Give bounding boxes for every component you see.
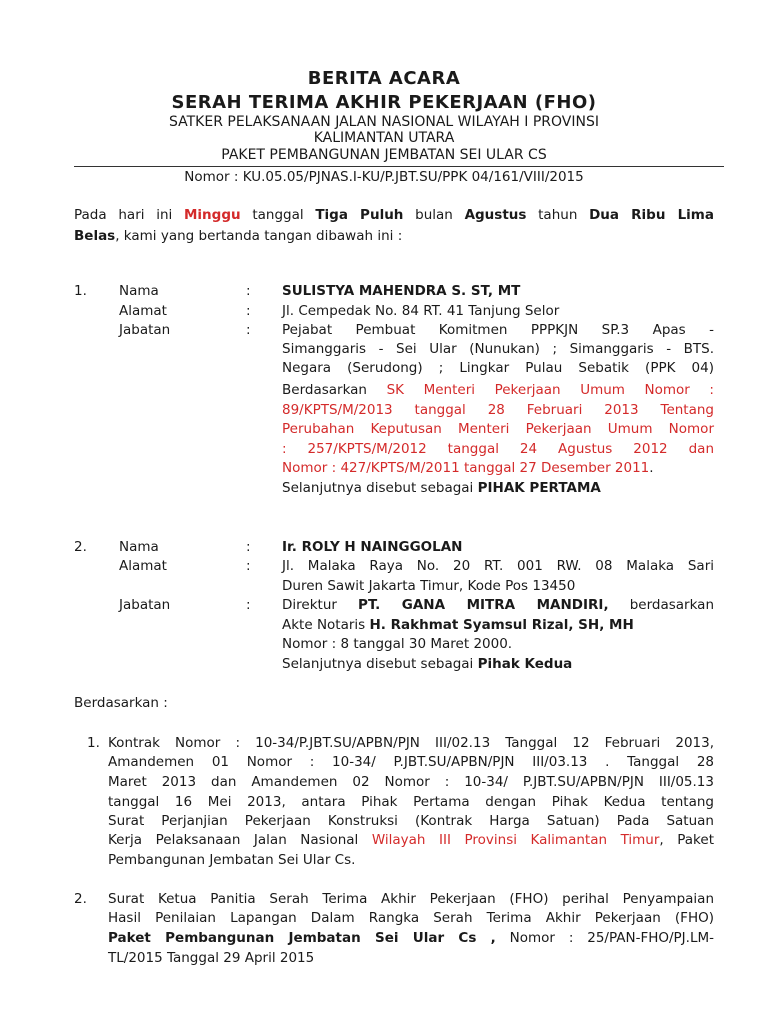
party1-jabatan-line	[282, 382, 714, 398]
basis-item-line: Hasil Penilaian Lapangan Dalam Rangka Serah Terima Akhir Pekerjaan (FHO)	[108, 910, 714, 926]
party1-jabatan-line: Negara (Serudong) ; Lingkar Pulau Sebatik (PPK 04)	[282, 360, 714, 376]
basis-item-line: Pembangunan Jembatan Sei Ular Cs.	[108, 852, 356, 868]
basis-package: Paket Pembangunan Jembatan Sei Ular Cs ,	[108, 930, 496, 946]
doc-subtitle: SERAH TERIMA AKHIR PEKERJAAN (FHO)	[171, 92, 597, 113]
party2-nama: Ir. ROLY H NAINGGOLAN	[282, 539, 463, 555]
party1-sk-line: Perubahan Keputusan Menteri Pekerjaan Umum Nomor	[282, 421, 714, 437]
party1-text: Berdasarkan	[282, 382, 387, 398]
basis-text: Kerja Pelaksanaan Jalan Nasional	[108, 832, 372, 848]
party1-sk-text: Nomor : 427/KPTS/M/2011 tanggal 27 Desember 2011	[282, 460, 650, 476]
intro-year-cont: Belas	[74, 228, 116, 244]
intro-text: tahun	[526, 207, 590, 223]
party2-jabatan-label: Jabatan	[119, 597, 171, 613]
basis-item-line	[108, 930, 714, 946]
intro-line-1	[74, 207, 714, 223]
intro-year: Dua Ribu Lima	[589, 207, 714, 223]
party2-jabatan-line	[282, 617, 634, 633]
party1-nama: SULISTYA MAHENDRA S. ST, MT	[282, 283, 521, 299]
basis-text: , Paket	[659, 832, 714, 848]
party1-jabatan-label: Jabatan	[119, 322, 171, 338]
colon: :	[246, 322, 251, 338]
party2-text: Direktur	[282, 597, 359, 613]
party1-designation	[282, 480, 601, 496]
party2-jabatan-line: Nomor : 8 tanggal 30 Maret 2000.	[282, 636, 513, 652]
party1-sk-line	[282, 460, 654, 476]
party1-sk-line: : 257/KPTS/M/2012 tanggal 24 Agustus 2012 dan	[282, 441, 714, 457]
party2-number: 2.	[74, 539, 87, 555]
party2-nama-label: Nama	[119, 539, 159, 555]
basis-item-line: Kontrak Nomor : 10-34/P.JBT.SU/APBN/PJN III/02.13 Tanggal 12 Februari 2013,	[108, 735, 714, 751]
intro-text: tanggal	[240, 207, 316, 223]
package-line: PAKET PEMBANGUNAN JEMBATAN SEI ULAR CS	[221, 147, 547, 163]
basis-region: Wilayah III Provinsi Kalimantan Timur	[371, 832, 660, 848]
intro-line-2	[74, 228, 402, 244]
party1-sk-ref: SK Menteri Pekerjaan Umum Nomor :	[386, 382, 714, 398]
party2-jabatan-line	[282, 597, 714, 613]
basis-item-line: Surat Perjanjian Pekerjaan Konstruksi (Kontrak Harga Satuan) Pada Satuan	[108, 813, 714, 829]
party1-nama-label: Nama	[119, 283, 159, 299]
header-divider	[74, 166, 724, 167]
party2-text: berdasarkan	[608, 597, 714, 613]
colon: :	[246, 539, 251, 555]
party2-alamat-line: Jl. Malaka Raya No. 20 RT. 001 RW. 08 Malaka Sari	[282, 558, 714, 574]
basis-item-line	[108, 832, 714, 848]
basis-item-line: Surat Ketua Panitia Serah Terima Akhir Pekerjaan (FHO) perihal Penyampaian	[108, 891, 714, 907]
party2-designation	[282, 656, 572, 672]
colon: :	[246, 303, 251, 319]
intro-day: Minggu	[183, 207, 241, 223]
party1-text: Selanjutnya disebut sebagai	[282, 480, 478, 496]
party1-alamat-label: Alamat	[119, 303, 167, 319]
berdasarkan-label: Berdasarkan :	[74, 695, 168, 711]
basis-item-number: 1.	[87, 735, 100, 751]
party1-alamat: Jl. Cempedak No. 84 RT. 41 Tanjung Selor	[282, 303, 560, 319]
party2-text: Selanjutnya disebut sebagai	[282, 656, 478, 672]
basis-item-number: 2.	[74, 891, 87, 907]
colon: :	[246, 558, 251, 574]
party1-jabatan-line: Pejabat Pembuat Komitmen PPPKJN SP.3 Apas -	[282, 322, 714, 338]
document-number: Nomor : KU.05.05/PJNAS.I-KU/P.JBT.SU/PPK 04/161/VIII/2015	[184, 169, 584, 185]
party2-text: Akte Notaris	[282, 617, 370, 633]
party1-number: 1.	[74, 283, 87, 299]
basis-item-line: TL/2015 Tanggal 29 April 2015	[108, 950, 315, 966]
party2-role: Pihak Kedua	[477, 656, 573, 672]
basis-item-line: Maret 2013 dan Amandemen 02 Nomor : 10-34/ P.JBT.SU/APBN/PJN III/05.13	[108, 774, 714, 790]
intro-text: bulan	[403, 207, 465, 223]
intro-text: Pada hari ini	[74, 207, 184, 223]
satker-line: SATKER PELAKSANAAN JALAN NASIONAL WILAYAH I PROVINSI	[168, 114, 599, 130]
intro-month: Agustus	[464, 207, 527, 223]
intro-text: , kami yang bertanda tangan dibawah ini :	[115, 228, 403, 244]
party2-alamat-line: Duren Sawit Jakarta Timur, Kode Pos 13450	[282, 578, 576, 594]
party2-alamat-label: Alamat	[119, 558, 167, 574]
intro-date: Tiga Puluh	[315, 207, 404, 223]
colon: :	[246, 597, 251, 613]
party1-role: PIHAK PERTAMA	[477, 480, 601, 496]
basis-item-line: Amandemen 01 Nomor : 10-34/ P.JBT.SU/APBN/PJN III/03.13 . Tanggal 28	[108, 754, 714, 770]
party1-jabatan-line: Simanggaris - Sei Ular (Nunukan) ; Simanggaris - BTS.	[282, 341, 714, 357]
party2-notary: H. Rakhmat Syamsul Rizal, SH, MH	[369, 617, 634, 633]
basis-text: Nomor : 25/PAN-FHO/PJ.LM-	[495, 930, 714, 946]
party2-company: PT. GANA MITRA MANDIRI,	[358, 597, 609, 613]
doc-title: BERITA ACARA	[307, 68, 461, 89]
province-line: KALIMANTAN UTARA	[313, 130, 455, 146]
colon: :	[246, 283, 251, 299]
basis-item-line: tanggal 16 Mei 2013, antara Pihak Pertama dengan Pihak Kedua tentang	[108, 794, 714, 810]
party1-text: .	[649, 460, 654, 476]
party1-sk-line: 89/KPTS/M/2013 tanggal 28 Februari 2013 Tentang	[282, 402, 714, 418]
